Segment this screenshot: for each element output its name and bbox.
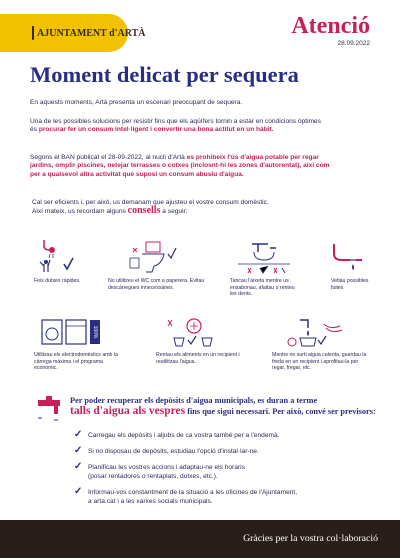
headline: Moment delicat per sequera — [30, 62, 299, 87]
highlight-text: procurar fer un consum intel·ligent i convertir una bona actitut en un hàbit. — [38, 126, 274, 134]
tap-brushing-icon — [234, 238, 294, 278]
toilet-icon — [128, 240, 178, 276]
text: Si no disposau de depòsits, estudiau l'opció d'instal·lar-ne. — [88, 448, 259, 455]
brand-logo — [0, 14, 146, 52]
text: (posar rentadores o rentaplats, dutxes, etc.). — [88, 472, 218, 480]
warning-text — [70, 396, 390, 417]
highlight-text: es prohibeix l'ús d'aigua potable per regar — [186, 154, 319, 161]
text: Informau-vos constantment de la situació a les oficines de l'Ajuntament, — [88, 489, 298, 496]
text: a seguir: — [162, 208, 188, 216]
tip-text: Tancau l'aixeta mentre us ensabonau, afaitau o renteu les dents. — [230, 278, 295, 297]
washing-food-icon — [164, 316, 214, 348]
pipe-leak-icon — [330, 240, 364, 276]
paragraph-ban — [30, 154, 370, 179]
tip-text: Utilitzau els electrodomèstics amb la càrrega màxima i el programa econòmic. — [34, 352, 118, 371]
highlight-text: talls d'aigua als vespres — [70, 405, 186, 417]
shield-icon — [32, 26, 34, 40]
check-icon: ✓ — [74, 461, 83, 472]
highlight-text: jardins, omplir piscines, netejar terrasses o cotxes (inclosnt-hi les zones d'autorentat), així com — [30, 162, 330, 170]
page-title: Atenció — [291, 13, 370, 39]
brand-name: AJUNTAMENT d'ARTÀ — [37, 27, 146, 39]
footer — [0, 520, 400, 558]
tip-text: No utilitzeu el WC com a paperera. Evitau descàrregues innecessàries. — [108, 278, 205, 291]
list-item — [74, 445, 388, 457]
tip-text: Feis dutxes ràpides. — [34, 278, 81, 284]
check-icon: ✓ — [74, 445, 83, 456]
text: Cal ser eficients i, per això, us demanam que ajusteu el vostre consum domèstic. — [32, 199, 269, 206]
text: Segons el BAN publicat el 28-09-2022, al nucli d'Artà — [30, 154, 185, 161]
text: és — [30, 126, 37, 134]
check-icon: ✓ — [74, 429, 83, 440]
text: Planificau les vostres accions i adaptau-ne els horaris — [88, 464, 245, 471]
highlight-text: per a qualsevol altra activitat que suposi un consum abusiu d'aigua. — [30, 170, 244, 178]
tip-text: Vetlau possibles fuites — [331, 278, 369, 291]
tip-text: Rentau els aliments en un recipient i reutilitzau l'aigua. — [156, 352, 240, 365]
bucket-tap-icon — [286, 316, 346, 348]
list-item — [74, 461, 388, 481]
paragraph-solutions — [30, 118, 370, 135]
tip-text: Mentre no surti aigua calenta, guardau la freda en un recipient i aprofitau-la per regar, fregar, etc. — [272, 352, 367, 371]
list-item — [74, 429, 388, 441]
text: fins que sigui necessari. Per això, convé ser previsors: — [187, 407, 376, 416]
footer-text: Gràcies per la vostra col·laboració — [243, 533, 378, 544]
appliances-icon — [40, 318, 104, 348]
date: 28.09.2022 — [337, 40, 370, 47]
text: Per poder recuperar els depòsits d'aigua municipals, es duran a terme — [70, 396, 318, 405]
svg-text:100%: 100% — [92, 325, 98, 339]
list-item — [74, 486, 388, 506]
intro-text: En aquests moments, Artà presenta un escenari preocupant de sequera. — [30, 99, 243, 106]
paragraph-efficiency — [32, 199, 372, 217]
text: Una de les possibles solucions per resistir fins que els aqüífers tornin a estar en condicions òptimes — [30, 118, 322, 125]
shower-icon — [36, 236, 80, 274]
tap-warning-icon — [34, 392, 66, 426]
consells-word: consells — [127, 205, 161, 217]
text: a arta.cat i a les xarxes socials municipals. — [88, 497, 213, 505]
text: Així mateix, us recordam alguns — [32, 208, 126, 216]
check-icon: ✓ — [74, 486, 83, 497]
text: Carregau els depòsits i aljubs de ca vostra també per a l'endemà. — [88, 432, 280, 439]
